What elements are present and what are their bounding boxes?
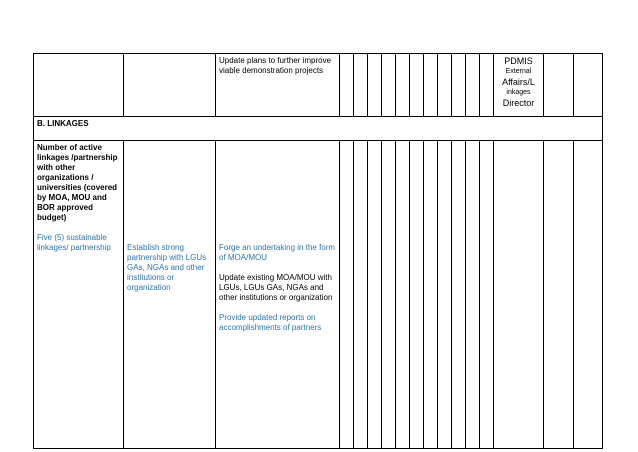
indicator-cell <box>34 54 124 117</box>
month-cell <box>438 141 452 449</box>
section-row <box>34 117 603 141</box>
budget-cell <box>544 141 574 449</box>
month-cell <box>410 54 424 117</box>
table-row <box>34 141 603 449</box>
month-cell <box>354 54 368 117</box>
month-cell <box>480 141 494 449</box>
activity-text: Update plans to further improve viable demonstration projects <box>219 56 332 75</box>
activity-text: Update existing MOA/MOU with LGUs, LGUs GAs, NGAs and other institutions or organization <box>219 273 333 302</box>
indicator-cell <box>34 141 124 449</box>
month-cell <box>340 141 354 449</box>
responsible-line: PDMIS <box>504 56 533 66</box>
activity-cell <box>216 54 340 117</box>
strategy-cell <box>124 54 216 117</box>
month-cell <box>382 141 396 449</box>
responsible-cell <box>494 141 544 449</box>
responsible-line: Affairs/L <box>502 77 535 87</box>
month-cell <box>480 54 494 117</box>
table-row <box>34 54 603 117</box>
remarks-cell <box>574 141 603 449</box>
target-text: Five (5) sustainable linkages/ partnership <box>37 233 111 252</box>
month-cell <box>452 141 466 449</box>
responsible-cell <box>494 54 544 117</box>
month-cell <box>354 141 368 449</box>
month-cell <box>368 141 382 449</box>
month-cell <box>452 54 466 117</box>
strategy-text: Establish strong partnership with LGUs GAs, NGAs and other institutions or organization <box>127 243 207 292</box>
responsible-line: Director <box>502 98 535 108</box>
month-cell <box>340 54 354 117</box>
month-cell <box>424 141 438 449</box>
month-cell <box>424 54 438 117</box>
linkages-plan-table <box>33 53 603 449</box>
month-cell <box>438 54 452 117</box>
responsible-line: External <box>505 68 532 75</box>
activity-cell <box>216 141 340 449</box>
month-cell <box>382 54 396 117</box>
activity-text: Forge an undertaking in the form of MOA/MOU <box>219 243 336 262</box>
month-cell <box>368 54 382 117</box>
month-cell <box>396 141 410 449</box>
remarks-cell <box>574 54 603 117</box>
month-cell <box>410 141 424 449</box>
budget-cell <box>544 54 574 117</box>
section-title: B. LINKAGES <box>34 117 603 141</box>
month-cell <box>466 141 480 449</box>
responsible-line: inkages <box>506 89 531 96</box>
month-cell <box>466 54 480 117</box>
strategy-cell <box>124 141 216 449</box>
activity-text: Provide updated reports on accomplishments of partners <box>219 313 322 332</box>
indicator-text: Number of active linkages /partnership with other organizations / universities (covered by MOA, MOU and BOR approved budget) <box>37 143 118 222</box>
month-cell <box>396 54 410 117</box>
